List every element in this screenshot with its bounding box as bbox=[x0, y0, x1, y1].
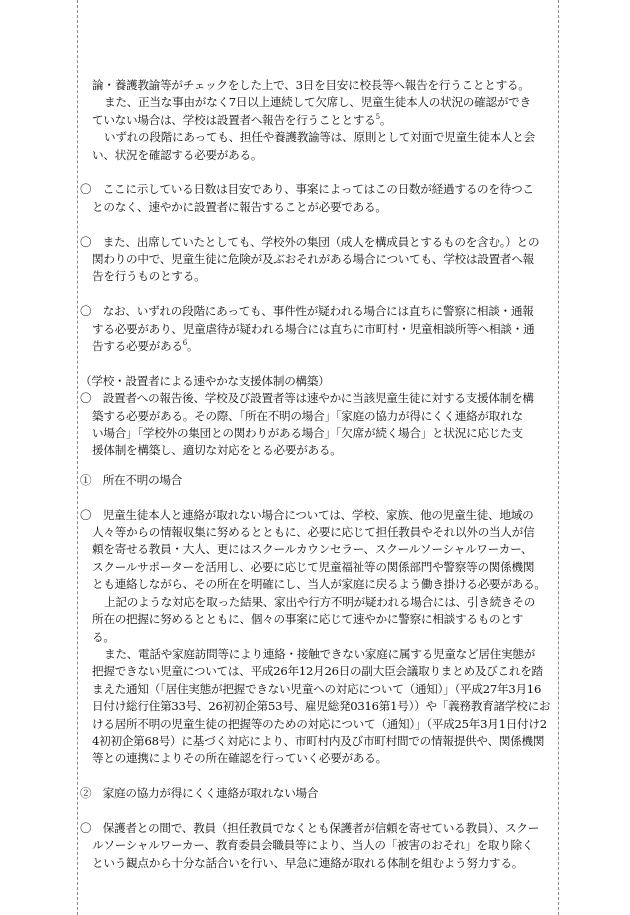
text-line bbox=[80, 338, 554, 355]
support-section bbox=[80, 373, 554, 460]
text-line: 〇 また、出席していたとしても、学校外の集団（成人を構成員とするものを含む。）との bbox=[80, 234, 540, 249]
text-line: 築する必要がある。その際、「所在不明の場合」「家庭の協力が得にくく連絡が取れな bbox=[92, 408, 523, 423]
text-line: 把握できない児童については、平成26年12月26日の副大臣会議取りまとめ及びこれを踏 bbox=[92, 664, 543, 679]
text-line: いずれの段階にあっても、担任や養護教諭等は、原則として対面で児童生徒本人と会 bbox=[104, 130, 535, 145]
text-span: 。 bbox=[379, 112, 392, 127]
text-line: する必要があり、児童虐待が疑われる場合には直ちに市町村・児童相談所等へ相談・通 bbox=[92, 321, 535, 336]
document-body bbox=[80, 77, 554, 872]
text-span: ていない場合は、学校は設置者へ報告を行うこととする bbox=[92, 112, 376, 127]
missing-paragraph bbox=[80, 507, 554, 768]
text-line bbox=[80, 112, 554, 129]
text-line: 日付け総行住第33号、26初初企第53号、雇児総発0316第1号））や「義務教育諸学校にお bbox=[92, 699, 551, 714]
text-line: 等との連携によりその所在確認を行っていく必要がある。 bbox=[92, 751, 387, 766]
text-line: い場合」「学校外の集団との関わりがある場合」「欠席が続く場合」と状況に応じた支 bbox=[92, 426, 523, 441]
text-line: 所在の把握に努めるとともに、個々の事案に応じて速やかに警察に相談するものとす bbox=[92, 612, 524, 627]
text-line: とのなく、速やかに設置者に報告することが必要である。 bbox=[92, 199, 387, 214]
text-line: という観点から十分な話合いを行い、早急に連絡が取れる体制を組むよう努力する。 bbox=[92, 855, 524, 870]
text-line: また、電話や家庭訪問等により連絡・接触できない家庭に属する児童など居住実態が bbox=[104, 646, 536, 661]
bullet-paragraph bbox=[80, 234, 554, 286]
text-line: 4初初企第68号）に基づく対応により、市町村内及び市町村間での情報提供や、関係機関 bbox=[92, 733, 545, 748]
family-paragraph bbox=[80, 820, 554, 872]
subsection-heading: ① 所在不明の場合 bbox=[80, 472, 183, 487]
text-line: 〇 設置者への報告後、学校及び設置者等は速やかに当該児童生徒に対する支援体制を構 bbox=[80, 391, 534, 406]
intro-paragraph bbox=[80, 77, 554, 164]
text-line: 〇 なお、いずれの段階にあっても、事件性が疑われる場合には直ちに警察に相談・通報 bbox=[80, 304, 534, 319]
text-line: スクールサポーターを活用し、必要に応じて児童福祉等の関係部門や警察等の関係機関 bbox=[92, 559, 535, 574]
subsection-heading: ② 家庭の協力が得にくく連絡が取れない場合 bbox=[80, 786, 319, 801]
text-line: 援体制を構築し、適切な対応をとる必要がある。 bbox=[92, 443, 342, 458]
text-line: 〇 保護者との間で、教員（担任教員でなくとも保護者が信頼を寄せている教員）、スクー bbox=[80, 820, 540, 835]
text-line: とも連絡しながら、その所在を明確にし、当人が家庭に戻るよう働き掛ける必要がある。 bbox=[92, 577, 546, 592]
section-heading: （学校・設置者による速やかな支援体制の構築） bbox=[80, 373, 330, 388]
text-line: ける居所不明の児童生徒の把握等のための対応について（通知）」（平成25年3月1日付け2 bbox=[92, 716, 547, 731]
text-line: る。 bbox=[92, 629, 115, 644]
text-line: 上記のような対応を取った結果、家出や行方不明が疑われる場合には、引き続きその bbox=[104, 594, 536, 609]
text-line: 〇 児童生徒本人と連絡が取れない場合については、学校、家族、他の児童生徒、地域の bbox=[80, 507, 534, 522]
bullet-paragraph bbox=[80, 303, 554, 355]
footnote-ref[interactable]: 6 bbox=[182, 339, 187, 348]
text-span: 。 bbox=[186, 339, 199, 354]
text-line: 頼を寄せる教員・大人、更にはスクールカウンセラー、スクールソーシャルワーカー、 bbox=[92, 542, 533, 557]
text-line: 論・養護教諭等がチェックをした上で、3日を目安に校長等へ報告を行うこととする。 bbox=[92, 78, 530, 92]
text-line: ルソーシャルワーカー、教育委員会職員等により、当人の「被害のおそれ」を取り除く bbox=[92, 838, 534, 853]
text-line: 関わりの中で、児童生徒に危険が及ぶおそれがある場合についても、学校は設置者へ報 bbox=[92, 252, 534, 267]
footnote-ref[interactable]: 5 bbox=[375, 112, 380, 121]
text-line: 〇 ここに示している日数は目安であり、事案によってはこの日数が経過するのを待つこ bbox=[80, 182, 534, 197]
text-line: 告を行うものとする。 bbox=[92, 269, 206, 284]
text-line: い、状況を確認する必要がある。 bbox=[92, 147, 263, 162]
text-line: 人々等からの情報収集に努めるとともに、必要に応じて担任教員やそれ以外の当人が信 bbox=[92, 525, 535, 540]
bullet-paragraph bbox=[80, 181, 554, 216]
text-line: まえた通知（「居住実態が把握できない児童への対応について（通知）」（平成27年3月16 bbox=[92, 681, 542, 696]
text-span: 告する必要がある bbox=[92, 339, 183, 354]
text-line: また、正当な事由がなく7日以上連続して欠席し、児童生徒本人の状況の確認ができ bbox=[104, 95, 531, 110]
